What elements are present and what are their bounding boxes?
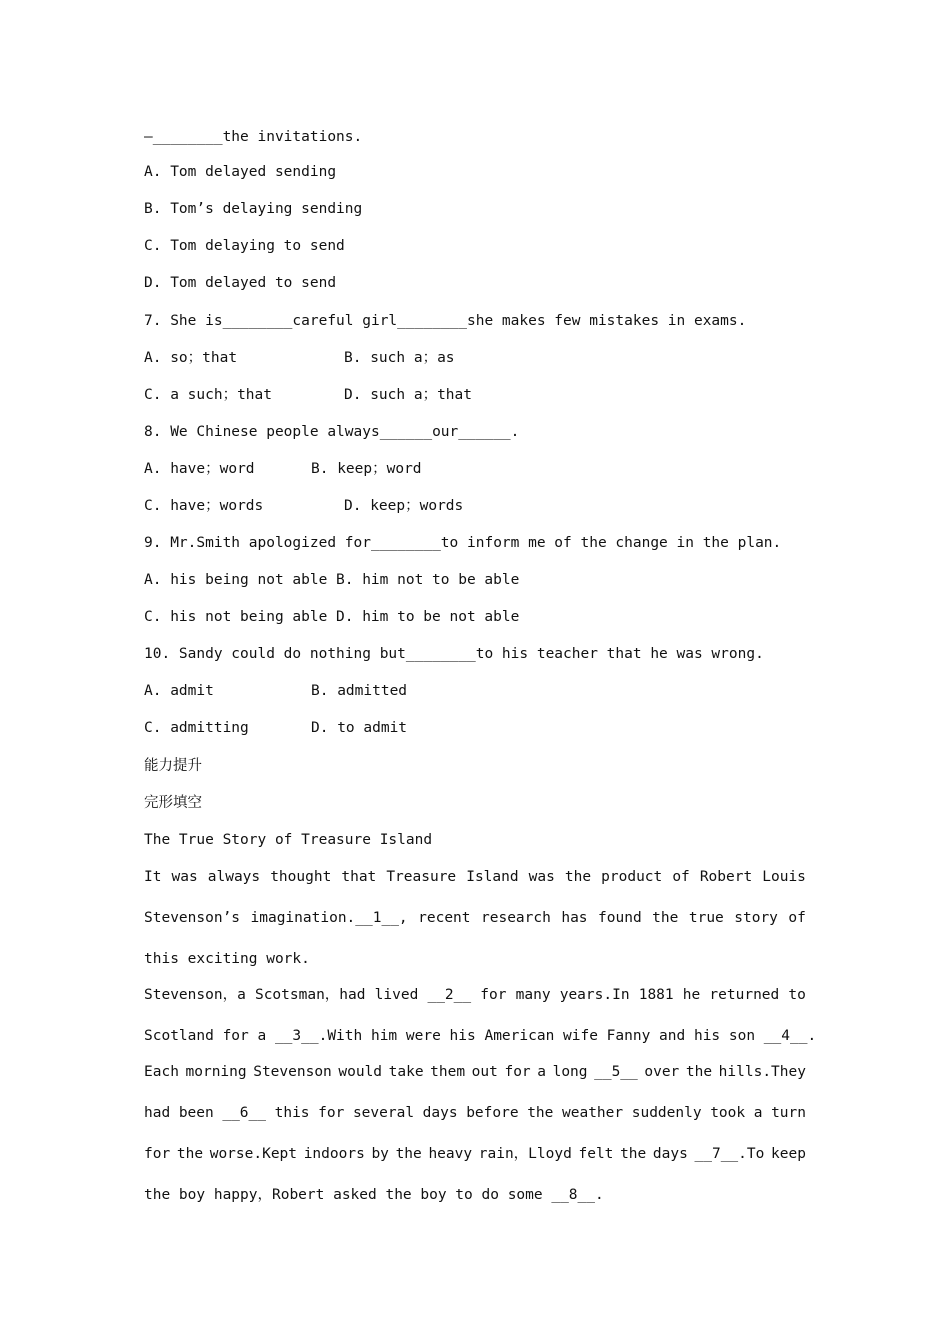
question-8-option-c: C. have；words	[144, 498, 264, 514]
passage-p2-line-4: had been __6__ this for several days before the weather suddenly took a turn	[144, 1105, 806, 1121]
question-8-option-a: A. have；word	[144, 461, 255, 477]
passage-p2-line-6: the boy happy，Robert asked the boy to do some __8__.	[144, 1187, 604, 1203]
question-9-stem: 9. Mr.Smith apologized for________to inform me of the change in the plan.	[144, 535, 782, 551]
question-7-stem: 7. She is________careful girl________she makes few mistakes in exams.	[144, 313, 747, 329]
question-9-option-a: A. his being not able	[144, 572, 328, 588]
question-10-option-d: D. to admit	[311, 720, 408, 736]
passage-p1-line-3: this exciting work.	[144, 951, 310, 967]
passage-title: The True Story of Treasure Island	[144, 832, 433, 848]
question-6-stem-tail: —________the invitations.	[144, 129, 363, 145]
question-6-option-c: C. Tom delaying to send	[144, 238, 345, 254]
question-9-option-b: B. him not to be able	[336, 572, 520, 588]
question-9-option-c: C. his not being able	[144, 609, 328, 625]
passage-p1-line-2: Stevenson’s imagination.__1__, recent research has found the true story of	[144, 910, 806, 926]
question-6-option-d: D. Tom delayed to send	[144, 275, 337, 291]
section-heading: 能力提升	[144, 758, 202, 774]
question-10-option-a: A. admit	[144, 683, 214, 699]
passage-p2-line-2: Scotland for a __3__.With him were his American wife Fanny and his son __4__.	[144, 1028, 817, 1044]
question-10-stem: 10. Sandy could do nothing but________to his teacher that he was wrong.	[144, 646, 764, 662]
passage-p2-line-1: Stevenson，a Scotsman，had lived __2__ for many years.In 1881 he returned to	[144, 987, 806, 1003]
question-6-option-a: A. Tom delayed sending	[144, 164, 337, 180]
question-8-option-d: D. keep；words	[344, 498, 464, 514]
question-7-option-a: A. so；that	[144, 350, 238, 366]
question-10-option-b: B. admitted	[311, 683, 408, 699]
passage-p2-line-3: Each morning Stevenson would take them out for a long __5__ over the hills.They	[144, 1064, 806, 1080]
question-10-option-c: C. admitting	[144, 720, 249, 736]
question-9-option-d: D. him to be not able	[336, 609, 520, 625]
question-8-option-b: B. keep；word	[311, 461, 422, 477]
question-7-option-c: C. a such；that	[144, 387, 272, 403]
question-8-stem: 8. We Chinese people always______our______.	[144, 424, 520, 440]
section-subheading: 完形填空	[144, 795, 202, 811]
passage-p1-line-1: It was always thought that Treasure Island was the product of Robert Louis	[144, 869, 806, 885]
passage-p2-line-5: for the worse.Kept indoors by the heavy rain，Lloyd felt the days __7__.To keep	[144, 1146, 806, 1162]
question-7-option-d: D. such a；that	[344, 387, 472, 403]
question-6-option-b: B. Tom’s delaying sending	[144, 201, 363, 217]
question-7-option-b: B. such a；as	[344, 350, 455, 366]
